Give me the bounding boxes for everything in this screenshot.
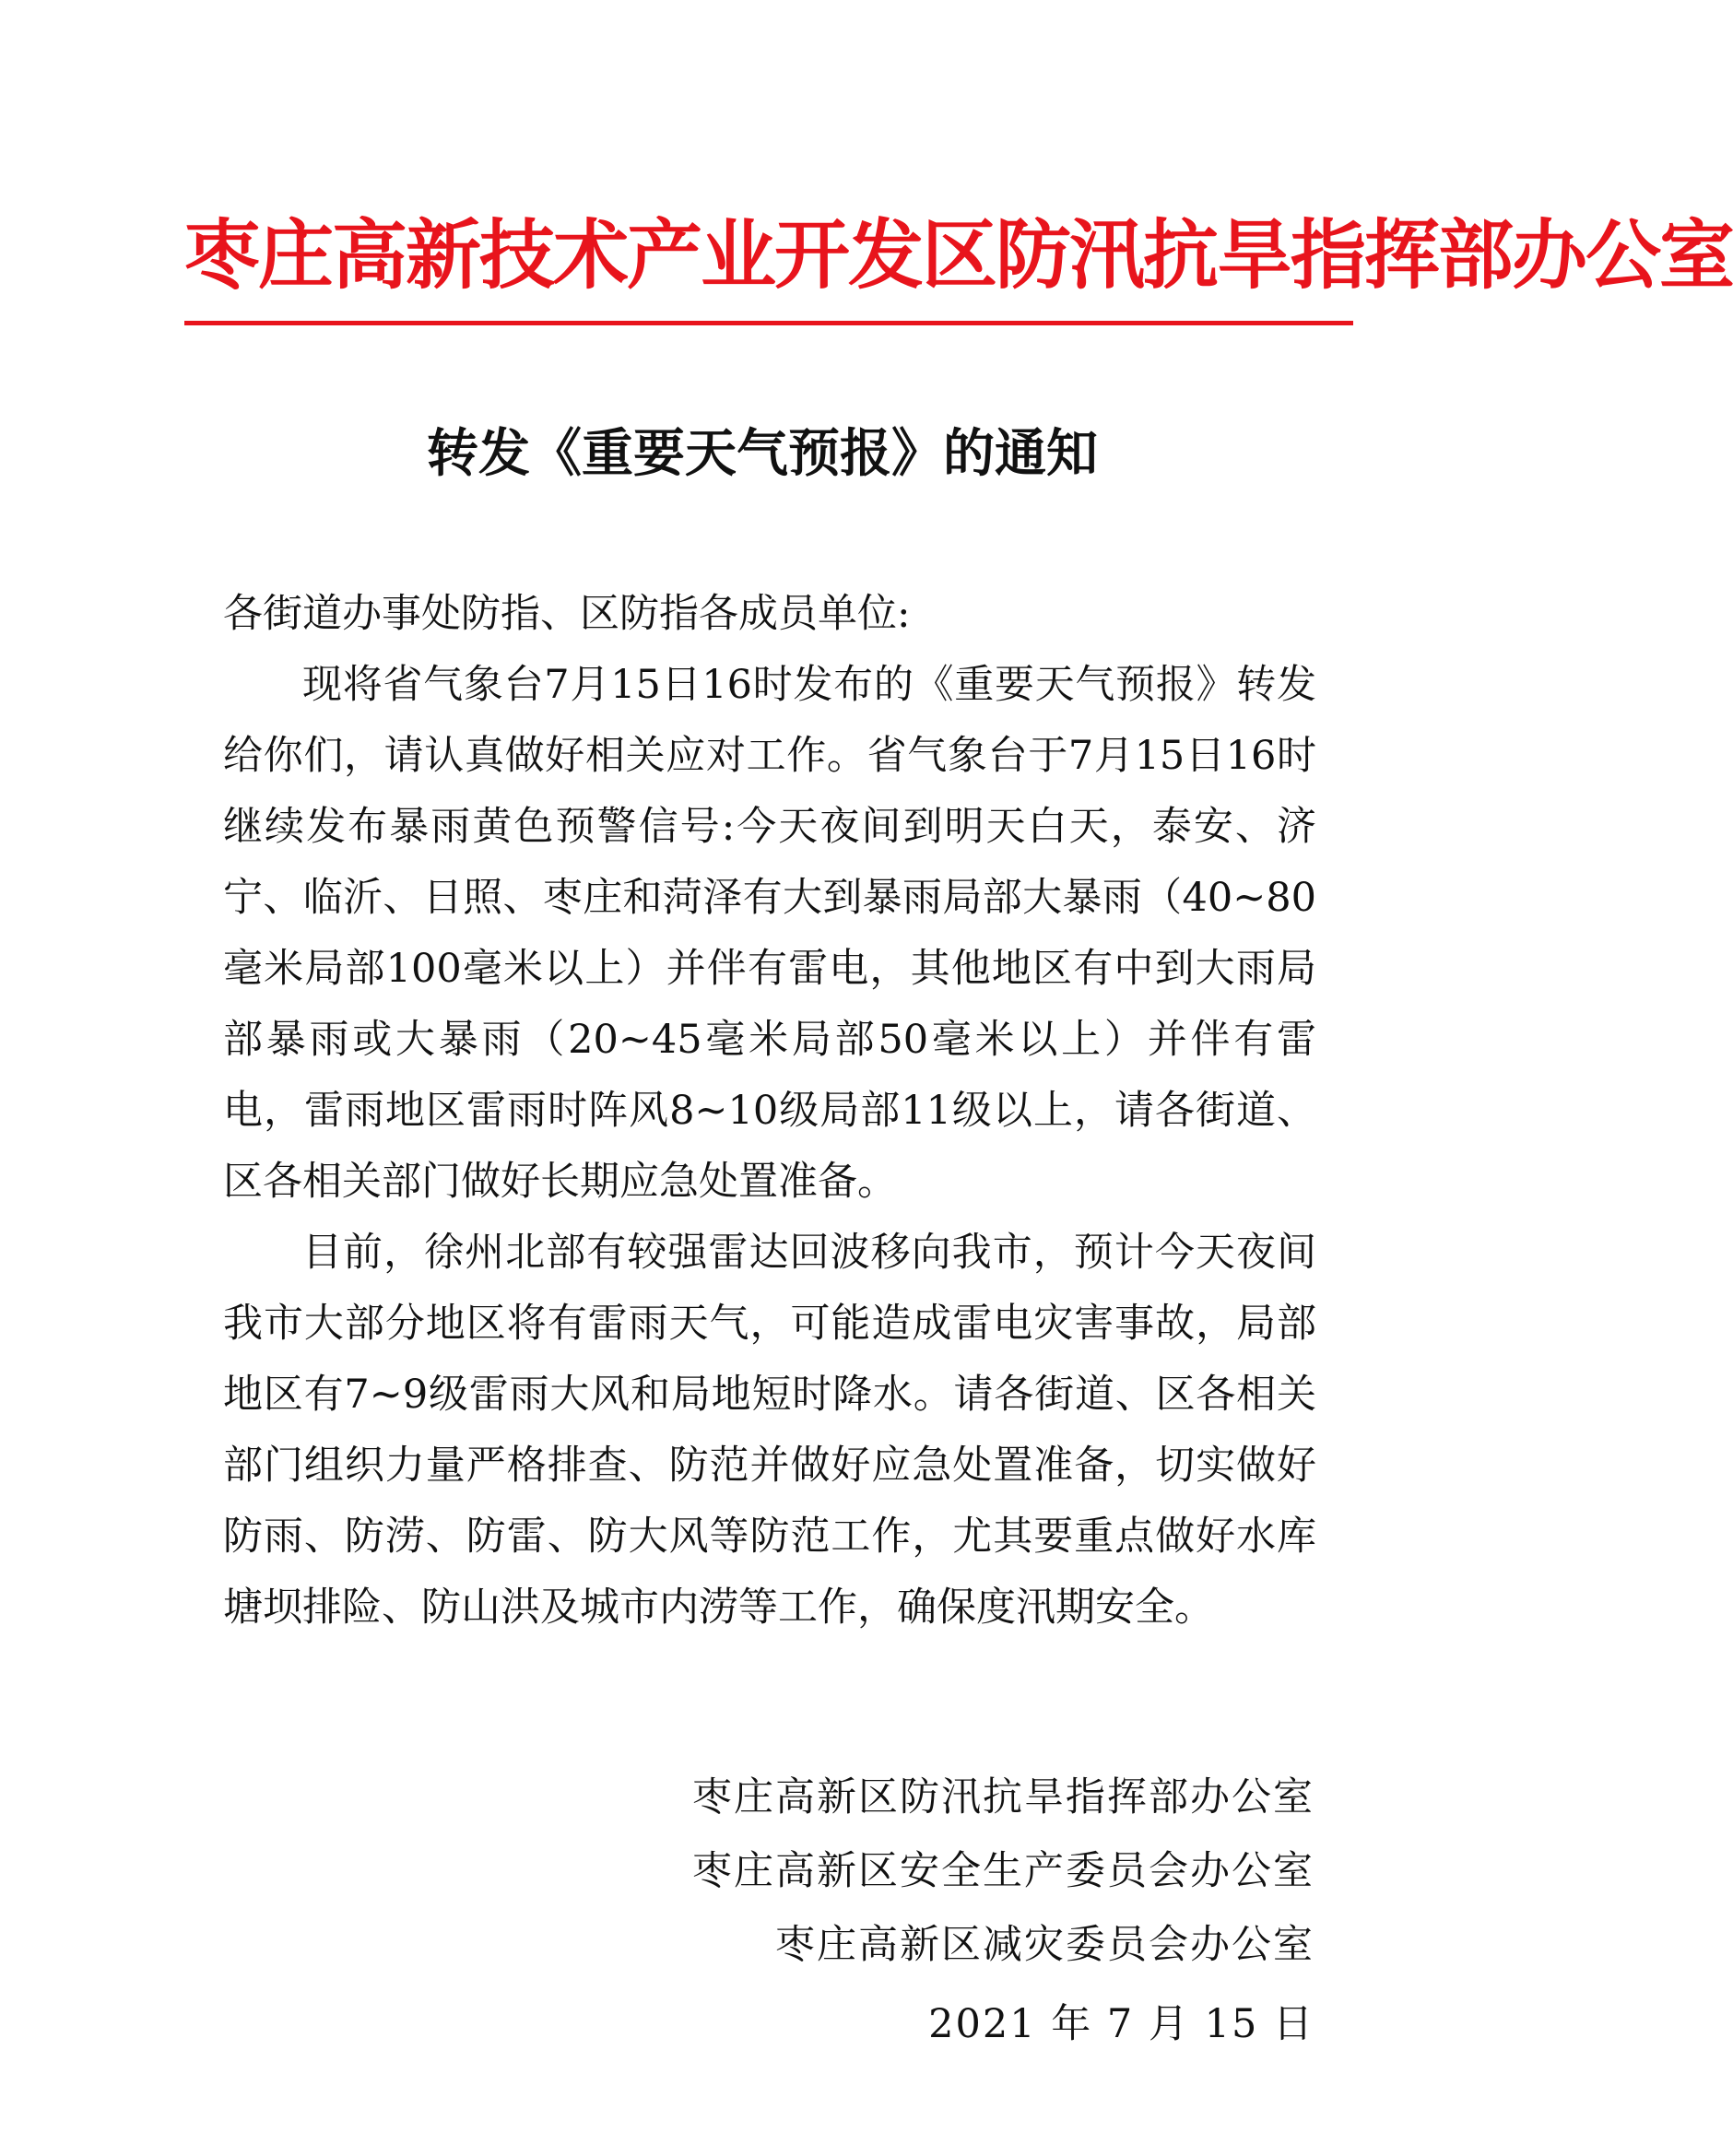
signature-block xyxy=(692,1761,1314,2061)
issue-date: 2021 年 7 月 15 日 xyxy=(928,2001,1314,2047)
signatory-3: 枣庄高新区减灾委员会办公室 xyxy=(775,1922,1314,1968)
document-body xyxy=(223,579,1316,1644)
salutation: 各街道办事处防指、区防指各成员单位: xyxy=(223,591,911,637)
document-title: 转发《重要天气预报》的通知 xyxy=(427,423,1098,484)
body-paragraph-1: 现将省气象台7月15日16时发布的《重要天气预报》转发给你们，请认真做好相关应对工作。省气象台于7月15日16时继续发布暴雨黄色预警信号:今天夜间到明天白天，泰安、济宁、临沂、日照、枣庄和菏泽有大到暴雨局部大暴雨（40~80毫米局部100毫米以上）并伴有雷电，其他地区有中到大雨局部暴雨或大暴雨（20~45毫米局部50毫米以上）并伴有雷电，雷雨地区雷雨时阵风8~10级局部11级以上，请各街道、区各相关部门做好长期应急处置准备。 xyxy=(223,662,1316,1205)
body-paragraph-2: 目前，徐州北部有较强雷达回波移向我市，预计今天夜间我市大部分地区将有雷雨天气，可能造成雷电灾害事故，局部地区有7~9级雷雨大风和局地短时降水。请各街道、区各相关部门组织力量严格排查、防范并做好应急处置准备，切实做好防雨、防涝、防雷、防大风等防范工作，尤其要重点做好水库塘坝排险、防山洪及城市内涝等工作，确保度汛期安全。 xyxy=(223,1230,1316,1631)
issuing-office-header: 枣庄高新技术产业开发区防汛抗旱指挥部办公室 xyxy=(184,211,1733,300)
signatory-2: 枣庄高新区安全生产委员会办公室 xyxy=(692,1848,1314,1894)
red-header-divider xyxy=(184,321,1353,325)
signatory-1: 枣庄高新区防汛抗旱指挥部办公室 xyxy=(692,1774,1314,1820)
